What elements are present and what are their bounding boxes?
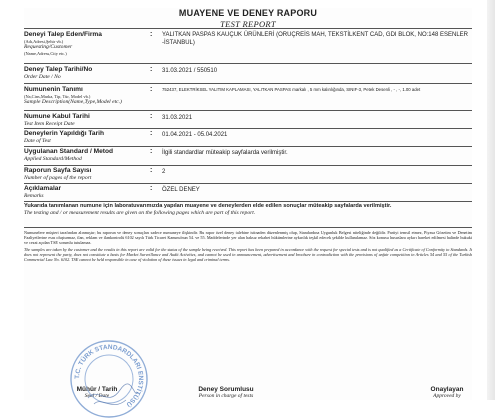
field-label-en: Sample Description(Name,Type,Model etc.) — [24, 99, 122, 105]
field-label-tr: Numune Kabul Tarihi — [24, 113, 90, 120]
field-label — [24, 31, 152, 56]
seal-inner-ring — [85, 355, 133, 403]
row-divider — [24, 63, 472, 64]
field-label-tr: Deney Talep Tarihi/No — [24, 66, 93, 73]
field-label-tr: Numunenin Tanımı — [24, 86, 83, 93]
field-label-en: Applied Standard/Method — [24, 156, 82, 162]
seal-outer-ring — [71, 341, 147, 417]
field-value-standard: İlgili standardlar müteakip sayfalarda verilmiştir. — [162, 150, 288, 156]
field-value-pages: 2 — [162, 169, 166, 175]
seal-date-title: Mühür / Tarih — [76, 386, 118, 393]
field-label-en: Requesting/Customer — [24, 44, 73, 50]
field-label-tr: Açıklamalar — [24, 185, 62, 192]
signature-person-in-charge — [176, 386, 276, 399]
field-colon: : — [150, 148, 153, 155]
title-divider — [24, 28, 472, 29]
seal-text-path: T.C. TÜRK STANDARDLARI ENSTİTÜSÜ — [73, 343, 145, 408]
legal-text-tr: Numunelere müşteri tarafından alınmıştır; bu raporun ve deney sonuçları sadece numuneye ilişkindir. Bu rapor özel deney talebine istinaden düzenlenmiş olup, Standardına Uygunluk Belgesi niteliğinde değildir. Partiyi temsil etmez, Piyasa Gözetim ve Denetim Faaliyetlerine esas oluşturmaz, ilan, reklam ve ilankontrolü 6102 sayılı Türk Ticaret Kanunu'nun 54. ve 55. Maddelerinde yer alan haksız rekabet hükümlerine aykırılık teşkil edecek şekilde kullanılamaz. Söz konusu hususlara aykırı hareket edilmesi halinde hukuki ve cezai açıdan TSE sorumlu tutulamaz. — [24, 230, 472, 246]
field-label — [24, 113, 152, 128]
field-label-tr: Raporun Sayfa Sayısı — [24, 167, 92, 174]
field-value-receipt-date: 31.03.2021 — [162, 115, 193, 121]
field-value-sample: 752437, ELEKTRİKSEL YALITIM KAPLAMASI, YALITKAN PASPAS markalı , 5 mm kalınlığında, SINIF-3, Petek Desenli , - , -, 1.00 adet — [162, 87, 421, 92]
field-value-remarks: ÖZEL DENEY — [162, 187, 200, 193]
field-label-tr: Uygulanan Standard / Metod — [24, 148, 114, 155]
results-summary — [24, 203, 472, 217]
signature-approved-by — [412, 386, 482, 399]
seal-title: Mühür — [76, 386, 97, 393]
seal-sub: Seal — [84, 393, 95, 399]
field-label-en: Order Date / No — [24, 74, 61, 80]
field-value-requester: YALITKAN PASPAS KAUÇUK ÜRÜNLERİ (ORUÇREİS MAH, TEKSTİLKENT CAD, GDI BLOK, NO:148 ESENLER -İSTANBUL) — [162, 32, 468, 46]
field-label — [24, 167, 152, 182]
field-label — [24, 148, 152, 163]
date-sub: Date — [98, 393, 110, 399]
report-title: MUAYENE VE DENEY RAPORU — [178, 8, 318, 18]
field-label-sub: (Na,Cins,Marka, Tip, Tür, Model vb.) — [24, 94, 91, 99]
field-label-en: Remarks — [24, 193, 44, 199]
field-label-en-sub: (Name,Adress,City etc.) — [24, 51, 67, 56]
field-colon: : — [150, 66, 153, 73]
approved-by-title: Onaylayan — [430, 386, 464, 393]
field-label-sub: (Adı,Adresi,Şehir vb.) — [24, 39, 64, 44]
official-seal-stamp — [68, 338, 150, 420]
field-label — [24, 185, 152, 200]
summary-text-tr: Yukarıda tanımlanan numune için laboratuvarımızda yapılan muayene ve deneylerden elde edilen sonuçlar müteakip sayfalarda verilmiştir. — [24, 203, 392, 209]
legal-text-en: The samples are taken by the customer and the results in this report are valid for the status of the sample being received. This report has been prepared in accordance with the request for special tests and is not qualified as a Certificate of Conformity to Standards. It does not represent the party, does not constitute a basis for Market Surveillance and Audit Activities, and cannot be used in announcement, advertisement and brochure in contradiction with the provisions of unfair competition in Articles 54 and 55 of the Turkish Commercial Law No. 6102. TSE cannot be held responsible in case of violation of these issues in legal and criminal terms. — [24, 246, 472, 263]
row-divider — [24, 165, 472, 166]
row-divider — [24, 183, 472, 184]
field-colon: : — [150, 86, 153, 93]
field-label-en: Date of Test — [24, 138, 51, 144]
person-in-charge-sub: Person in charge of tests — [198, 393, 254, 399]
field-label — [24, 130, 152, 145]
field-colon: : — [150, 113, 153, 120]
field-label-tr: Deneyi Talep Eden/Firma — [24, 31, 102, 38]
row-divider — [24, 227, 472, 228]
field-label-tr: Deneylerin Yapıldığı Tarih — [24, 130, 105, 137]
field-colon: : — [150, 167, 153, 174]
field-colon: : — [150, 130, 153, 137]
seal-date-sub: Seal / Date — [84, 393, 110, 399]
field-label-en: Number of pages of the report — [24, 175, 92, 181]
field-value-test-date: 01.04.2021 - 05.04.2021 — [162, 132, 228, 138]
row-divider — [24, 83, 472, 84]
field-value-order-date: 31.03.2021 / 550510 — [162, 68, 218, 74]
row-divider — [24, 128, 472, 129]
field-label — [24, 86, 152, 106]
field-label-en: Test Item Receipt Date — [24, 121, 75, 127]
field-colon: : — [150, 185, 153, 192]
legal-notice — [24, 230, 472, 262]
date-title: Tarih — [101, 386, 118, 393]
row-divider — [24, 110, 472, 111]
field-label — [24, 66, 152, 81]
row-divider — [24, 201, 472, 202]
page-edge-shadow — [487, 0, 495, 400]
summary-text-en: The testing and / or measurement results are given on the following pages which are part of this report. — [24, 210, 256, 216]
row-divider — [24, 146, 472, 147]
person-in-charge-title: Deney Sorumlusu — [198, 386, 254, 393]
approved-by-sub: Approved by — [433, 393, 461, 399]
report-title-en: TEST REPORT — [220, 19, 276, 29]
field-colon: : — [150, 31, 153, 38]
